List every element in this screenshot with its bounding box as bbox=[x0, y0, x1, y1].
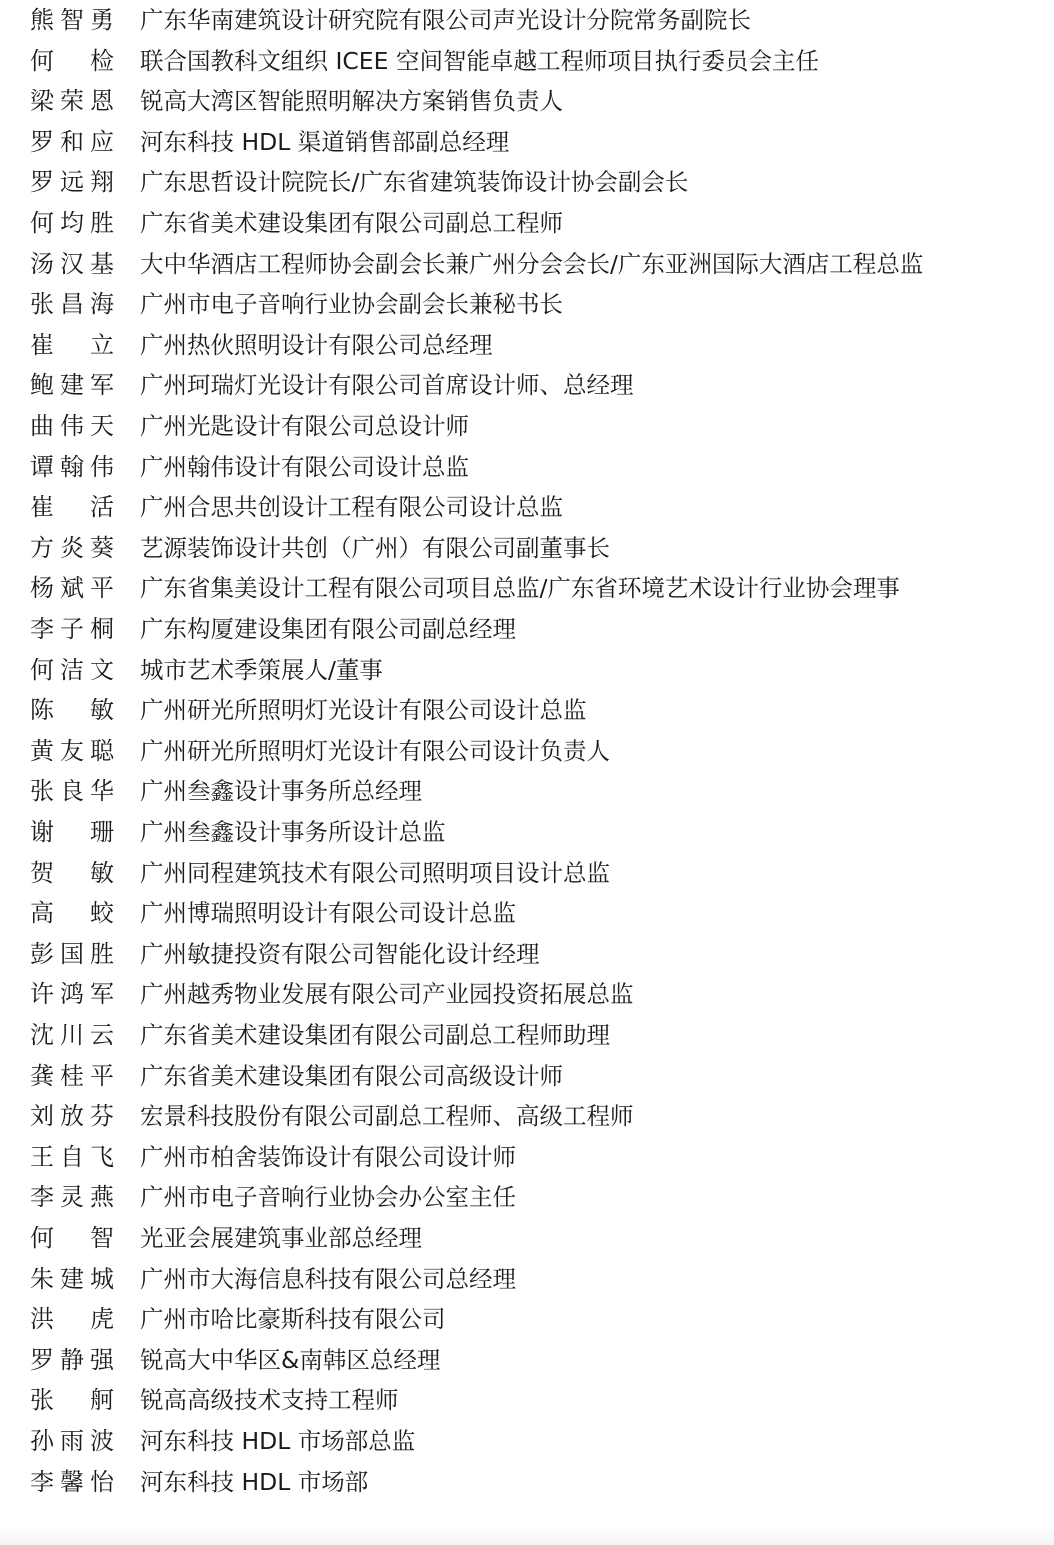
list-item bbox=[0, 1015, 1054, 1055]
person-title: 广州敏捷投资有限公司智能化设计经理 bbox=[140, 939, 540, 968]
list-item bbox=[0, 1177, 1054, 1217]
person-title: 广东省美术建设集团有限公司高级设计师 bbox=[140, 1061, 563, 1090]
person-title: 广州同程建筑技术有限公司照明项目设计总监 bbox=[140, 858, 610, 887]
person-name: 汤 汉 基 bbox=[30, 249, 114, 278]
list-item bbox=[0, 812, 1054, 852]
list-item bbox=[0, 731, 1054, 771]
person-name: 何 均 胜 bbox=[30, 209, 114, 237]
person-title: 艺源装饰设计共创（广州）有限公司副董事长 bbox=[140, 533, 610, 562]
person-title: 大中华酒店工程师协会副会长兼广州分会会长/广东亚洲国际大酒店工程总监 bbox=[140, 249, 924, 278]
person-name: 李 灵 燕 bbox=[30, 1183, 114, 1212]
person-name: 张 舸 bbox=[30, 1386, 114, 1415]
person-title: 广东省集美设计工程有限公司项目总监/广东省环境艺术设计行业协会理事 bbox=[140, 574, 900, 603]
list-item bbox=[0, 1218, 1054, 1258]
person-name: 洪 虎 bbox=[30, 1305, 114, 1334]
person-name: 王 自 飞 bbox=[30, 1142, 114, 1171]
person-name: 鲍 建 军 bbox=[30, 371, 114, 400]
person-title: 广州市哈比豪斯科技有限公司 bbox=[140, 1305, 446, 1334]
list-item bbox=[0, 1259, 1054, 1299]
person-name: 李 馨 怡 bbox=[30, 1467, 114, 1496]
person-name: 李 子 桐 bbox=[30, 615, 114, 643]
person-name: 龚 桂 平 bbox=[30, 1061, 114, 1090]
person-name: 罗 远 翔 bbox=[30, 168, 114, 197]
person-name: 贺 敏 bbox=[30, 858, 114, 887]
person-title: 广州热伙照明设计有限公司总经理 bbox=[140, 330, 493, 359]
person-title: 锐高高级技术支持工程师 bbox=[140, 1386, 399, 1415]
person-title: 广州博瑞照明设计有限公司设计总监 bbox=[140, 899, 516, 928]
list-item bbox=[0, 1096, 1054, 1136]
list-item bbox=[0, 1340, 1054, 1380]
person-title: 光亚会展建筑事业部总经理 bbox=[140, 1224, 422, 1252]
person-title: 联合国教科文组织 ICEE 空间智能卓越工程师项目执行委员会主任 bbox=[140, 46, 819, 75]
page-bottom-shadow bbox=[0, 1527, 1054, 1545]
person-title: 城市艺术季策展人/董事 bbox=[140, 655, 383, 684]
list-item bbox=[0, 122, 1054, 162]
person-title: 广州市电子音响行业协会办公室主任 bbox=[140, 1183, 516, 1212]
list-item bbox=[0, 41, 1054, 81]
list-item bbox=[0, 487, 1054, 527]
list-item bbox=[0, 1380, 1054, 1420]
person-name: 谭 翰 伟 bbox=[30, 452, 114, 481]
person-name: 陈 敏 bbox=[30, 696, 114, 725]
person-name: 方 炎 葵 bbox=[30, 533, 114, 562]
list-item bbox=[0, 650, 1054, 690]
person-name: 刘 放 芬 bbox=[30, 1102, 114, 1131]
list-item bbox=[0, 853, 1054, 893]
person-title: 广东省美术建设集团有限公司副总工程师 bbox=[140, 209, 563, 237]
person-title: 广州市大海信息科技有限公司总经理 bbox=[140, 1264, 516, 1293]
list-item bbox=[0, 690, 1054, 730]
person-name: 罗 静 强 bbox=[30, 1345, 114, 1374]
list-item bbox=[0, 1299, 1054, 1339]
list-item bbox=[0, 934, 1054, 974]
list-item bbox=[0, 81, 1054, 121]
person-name: 罗 和 应 bbox=[30, 127, 114, 156]
person-title: 广州市柏舍装饰设计有限公司设计师 bbox=[140, 1142, 516, 1171]
person-name: 何 洁 文 bbox=[30, 655, 114, 684]
person-title: 锐高大湾区智能照明解决方案销售负责人 bbox=[140, 87, 563, 116]
list-item bbox=[0, 893, 1054, 933]
person-title: 河东科技 HDL 市场部总监 bbox=[140, 1427, 416, 1455]
person-title: 广州翰伟设计有限公司设计总监 bbox=[140, 452, 469, 481]
list-item bbox=[0, 325, 1054, 365]
list-item bbox=[0, 0, 1054, 40]
list-item bbox=[0, 203, 1054, 243]
person-title: 广州越秀物业发展有限公司产业园投资拓展总监 bbox=[140, 980, 634, 1009]
person-name: 高 蛟 bbox=[30, 899, 114, 928]
person-title: 广东华南建筑设计研究院有限公司声光设计分院常务副院长 bbox=[140, 6, 751, 34]
person-name: 杨 斌 平 bbox=[30, 574, 114, 603]
list-item bbox=[0, 1421, 1054, 1461]
person-title: 河东科技 HDL 渠道销售部副总经理 bbox=[140, 127, 510, 156]
person-name: 朱 建 城 bbox=[30, 1264, 114, 1293]
person-name: 张 良 华 bbox=[30, 777, 114, 806]
list-item bbox=[0, 365, 1054, 405]
list-item bbox=[0, 162, 1054, 202]
person-title: 广州合思共创设计工程有限公司设计总监 bbox=[140, 493, 563, 522]
person-name: 沈 川 云 bbox=[30, 1021, 114, 1049]
list-item bbox=[0, 609, 1054, 649]
person-title: 广东构厦建设集团有限公司副总经理 bbox=[140, 615, 516, 643]
person-name: 许 鸿 军 bbox=[30, 980, 114, 1009]
list-item bbox=[0, 1137, 1054, 1177]
list-item bbox=[0, 528, 1054, 568]
person-title: 广州叁鑫设计事务所设计总监 bbox=[140, 818, 446, 846]
person-title: 广州叁鑫设计事务所总经理 bbox=[140, 777, 422, 806]
person-name: 黄 友 聪 bbox=[30, 736, 114, 765]
list-item bbox=[0, 771, 1054, 811]
list-item bbox=[0, 284, 1054, 324]
person-name: 孙 雨 波 bbox=[30, 1427, 114, 1455]
list-item bbox=[0, 568, 1054, 608]
person-title: 广东省美术建设集团有限公司副总工程师助理 bbox=[140, 1021, 610, 1049]
list-item bbox=[0, 1056, 1054, 1096]
person-title: 广州市电子音响行业协会副会长兼秘书长 bbox=[140, 290, 563, 319]
person-title: 广州研光所照明灯光设计有限公司设计负责人 bbox=[140, 736, 610, 765]
list-item bbox=[0, 1462, 1054, 1502]
list-item bbox=[0, 974, 1054, 1014]
person-name: 崔 立 bbox=[30, 330, 114, 359]
person-name: 谢 珊 bbox=[30, 818, 114, 846]
person-title: 广州光匙设计有限公司总设计师 bbox=[140, 412, 469, 440]
person-title: 广东思哲设计院院长/广东省建筑装饰设计协会副会长 bbox=[140, 168, 689, 197]
list-item bbox=[0, 406, 1054, 446]
person-title: 宏景科技股份有限公司副总工程师、高级工程师 bbox=[140, 1102, 634, 1131]
person-name: 崔 活 bbox=[30, 493, 114, 522]
list-item bbox=[0, 244, 1054, 284]
person-name: 何 智 bbox=[30, 1224, 114, 1252]
person-name: 何 检 bbox=[30, 46, 114, 75]
person-name: 张 昌 海 bbox=[30, 290, 114, 319]
person-name: 彭 国 胜 bbox=[30, 939, 114, 968]
person-name: 熊 智 勇 bbox=[30, 6, 114, 34]
person-name: 曲 伟 天 bbox=[30, 412, 114, 440]
person-title: 广州研光所照明灯光设计有限公司设计总监 bbox=[140, 696, 587, 725]
person-title: 河东科技 HDL 市场部 bbox=[140, 1467, 369, 1496]
person-title: 广州珂瑞灯光设计有限公司首席设计师、总经理 bbox=[140, 371, 634, 400]
person-name: 梁 荣 恩 bbox=[30, 87, 114, 116]
list-item bbox=[0, 447, 1054, 487]
person-title: 锐高大中华区&南韩区总经理 bbox=[140, 1345, 441, 1374]
